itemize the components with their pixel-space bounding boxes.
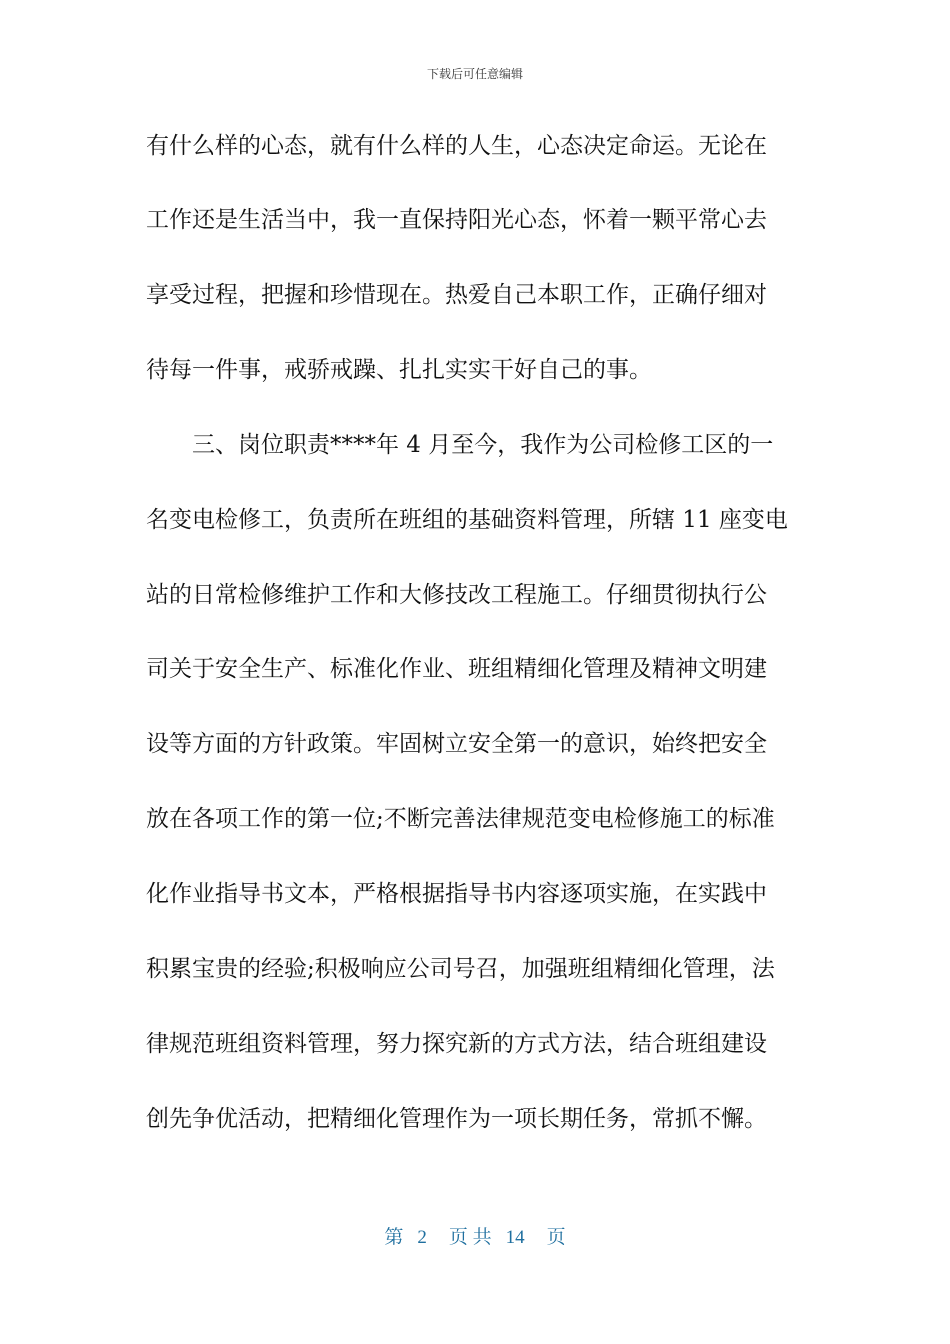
- body-line-14: 创先争优活动，把精细化管理作为一项长期任务，常抓不懈。: [146, 1106, 767, 1132]
- body-line-2: 工作还是生活当中，我一直保持阳光心态，怀着一颗平常心去: [146, 207, 767, 233]
- page-footer: [0, 1225, 950, 1251]
- body-line-10: 放在各项工作的第一位;不断完善法律规范变电检修施工的标准: [146, 806, 775, 832]
- body-line-7: 站的日常检修维护工作和大修技改工程施工。仔细贯彻执行公: [146, 582, 767, 608]
- body-line-12: 积累宝贵的经验;积极响应公司号召，加强班组精细化管理，法: [146, 956, 775, 982]
- body-line-6: 名变电检修工，负责所在班组的基础资料管理，所辖 11 座变电: [146, 507, 788, 533]
- body-line-5-paragraph-start: 三、岗位职责****年 4 月至今，我作为公司检修工区的一: [192, 432, 774, 458]
- footer-middle: 页 共: [448, 1227, 492, 1248]
- body-line-13: 律规范班组资料管理，努力探究新的方式方法，结合班组建设: [146, 1031, 767, 1057]
- footer-prefix: 第: [384, 1227, 404, 1248]
- body-line-1: 有什么样的心态，就有什么样的人生，心态决定命运。无论在: [146, 133, 767, 159]
- footer-current-page: 2: [417, 1227, 427, 1248]
- body-line-9: 设等方面的方针政策。牢固树立安全第一的意识，始终把安全: [146, 731, 767, 757]
- page-header-note: 下载后可任意编辑: [426, 67, 523, 81]
- body-line-4: 待每一件事，戒骄戒躁、扎扎实实干好自己的事。: [146, 357, 652, 383]
- body-line-11: 化作业指导书文本，严格根据指导书内容逐项实施，在实践中: [146, 881, 767, 907]
- body-line-8: 司关于安全生产、标准化作业、班组精细化管理及精神文明建: [146, 656, 767, 682]
- footer-suffix: 页: [546, 1227, 566, 1248]
- footer-total-pages: 14: [505, 1227, 525, 1248]
- body-line-3: 享受过程，把握和珍惜现在。热爱自己本职工作，正确仔细对: [146, 282, 767, 308]
